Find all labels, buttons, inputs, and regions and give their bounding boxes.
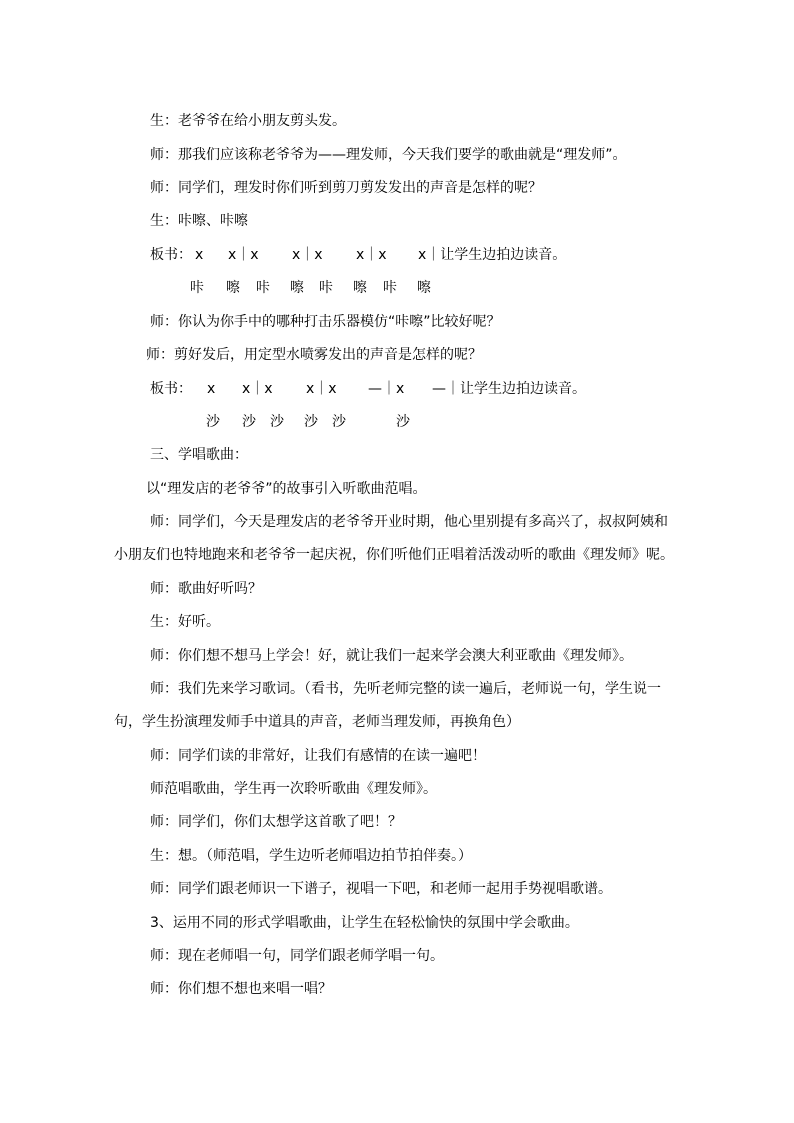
paragraph: 师：同学们跟老师识一下谱子，视唱一下吧，和老师一起用手势视唱歌谱。 — [150, 881, 612, 897]
rhythm-note: x — [207, 381, 216, 397]
syllable: 沙 — [206, 414, 220, 430]
rhythm-note: x｜x — [292, 247, 323, 263]
paragraph: 师：同学们读的非常好，让我们有感情的在读一遍吧！ — [150, 748, 486, 764]
syllable: 嚓 — [353, 280, 367, 296]
paragraph: 生：好听。 — [150, 614, 220, 630]
paragraph: 以“理发店的老爷爷”的故事引入听歌曲范唱。 — [146, 481, 427, 497]
board-label: 板书： — [150, 381, 192, 397]
board-label: 板书： — [150, 247, 192, 263]
paragraph: 师：你们想不想也来唱一唱？ — [150, 981, 332, 997]
paragraph: 师：那我们应该称老爷爷为——理发师，今天我们要学的歌曲就是“理发师”。 — [150, 147, 627, 163]
syllable: 沙 — [242, 414, 256, 430]
syllable: 沙 — [332, 414, 346, 430]
paragraph: 师：你认为你手中的哪种打击乐器模仿“咔嚓”比较好呢？ — [150, 314, 501, 330]
paragraph: 师：同学们，今天是理发店的老爷爷开业时期，他心里别提有多高兴了，叔叔阿姨和 — [150, 514, 668, 530]
rhythm-note: —｜让学生边拍边读音。 — [432, 381, 586, 397]
syllable: 沙 — [304, 414, 318, 430]
paragraph: 师：你们想不想马上学会！好，就让我们一起来学会澳大利亚歌曲《理发师》。 — [150, 648, 633, 664]
syllable: 咔 — [190, 280, 204, 296]
syllable: 嚓 — [290, 280, 304, 296]
syllable: 咔 — [256, 280, 270, 296]
paragraph: 句，学生扮演理发师手中道具的声音，老师当理发师，再换角色） — [114, 714, 520, 730]
paragraph: 师：剪好发后，用定型水喷雾发出的声音是怎样的呢？ — [146, 347, 482, 363]
paragraph: 师：歌曲好听吗？ — [150, 581, 262, 597]
paragraph: 师范唱歌曲，学生再一次聆听歌曲《理发师》。 — [150, 781, 437, 797]
rhythm-note: x — [195, 247, 204, 263]
rhythm-note: x｜x — [306, 381, 337, 397]
paragraph: 小朋友们也特地跑来和老爷爷一起庆祝，你们听他们正唱着活泼动听的歌曲《理发师》呢。 — [114, 547, 674, 563]
paragraph: 师：我们先来学习歌词。（看书，先听老师完整的读一遍后，老师说一句，学生说一 — [150, 681, 661, 697]
rhythm-note: x｜让学生边拍边读音。 — [418, 247, 567, 263]
paragraph: 3、运用不同的形式学唱歌曲，让学生在轻松愉快的氛围中学会歌曲。 — [150, 915, 579, 931]
syllable: 嚓 — [417, 280, 431, 296]
syllable: 沙 — [396, 414, 410, 430]
paragraph: 生：咔嚓、咔嚓 — [150, 213, 248, 229]
paragraph: 师：同学们，你们太想学这首歌了吧！？ — [150, 814, 402, 830]
paragraph: 师：同学们，理发时你们听到剪刀剪发发出的声音是怎样的呢？ — [150, 180, 542, 196]
syllable: 咔 — [319, 280, 333, 296]
syllable: 沙 — [270, 414, 284, 430]
paragraph: 师：现在老师唱一句，同学们跟老师学唱一句。 — [150, 948, 444, 964]
rhythm-note: —｜x — [368, 381, 405, 397]
syllable: 咔 — [383, 280, 397, 296]
section-heading: 三、学唱歌曲： — [150, 447, 248, 463]
paragraph: 生：老爷爷在给小朋友剪头发。 — [150, 113, 346, 129]
paragraph: 生：想。（师范唱，学生边听老师唱边拍节拍伴奏。） — [150, 848, 472, 864]
rhythm-note: x｜x — [356, 247, 387, 263]
syllable: 嚓 — [226, 280, 240, 296]
rhythm-note: x｜x — [242, 381, 273, 397]
rhythm-note: x｜x — [228, 247, 259, 263]
